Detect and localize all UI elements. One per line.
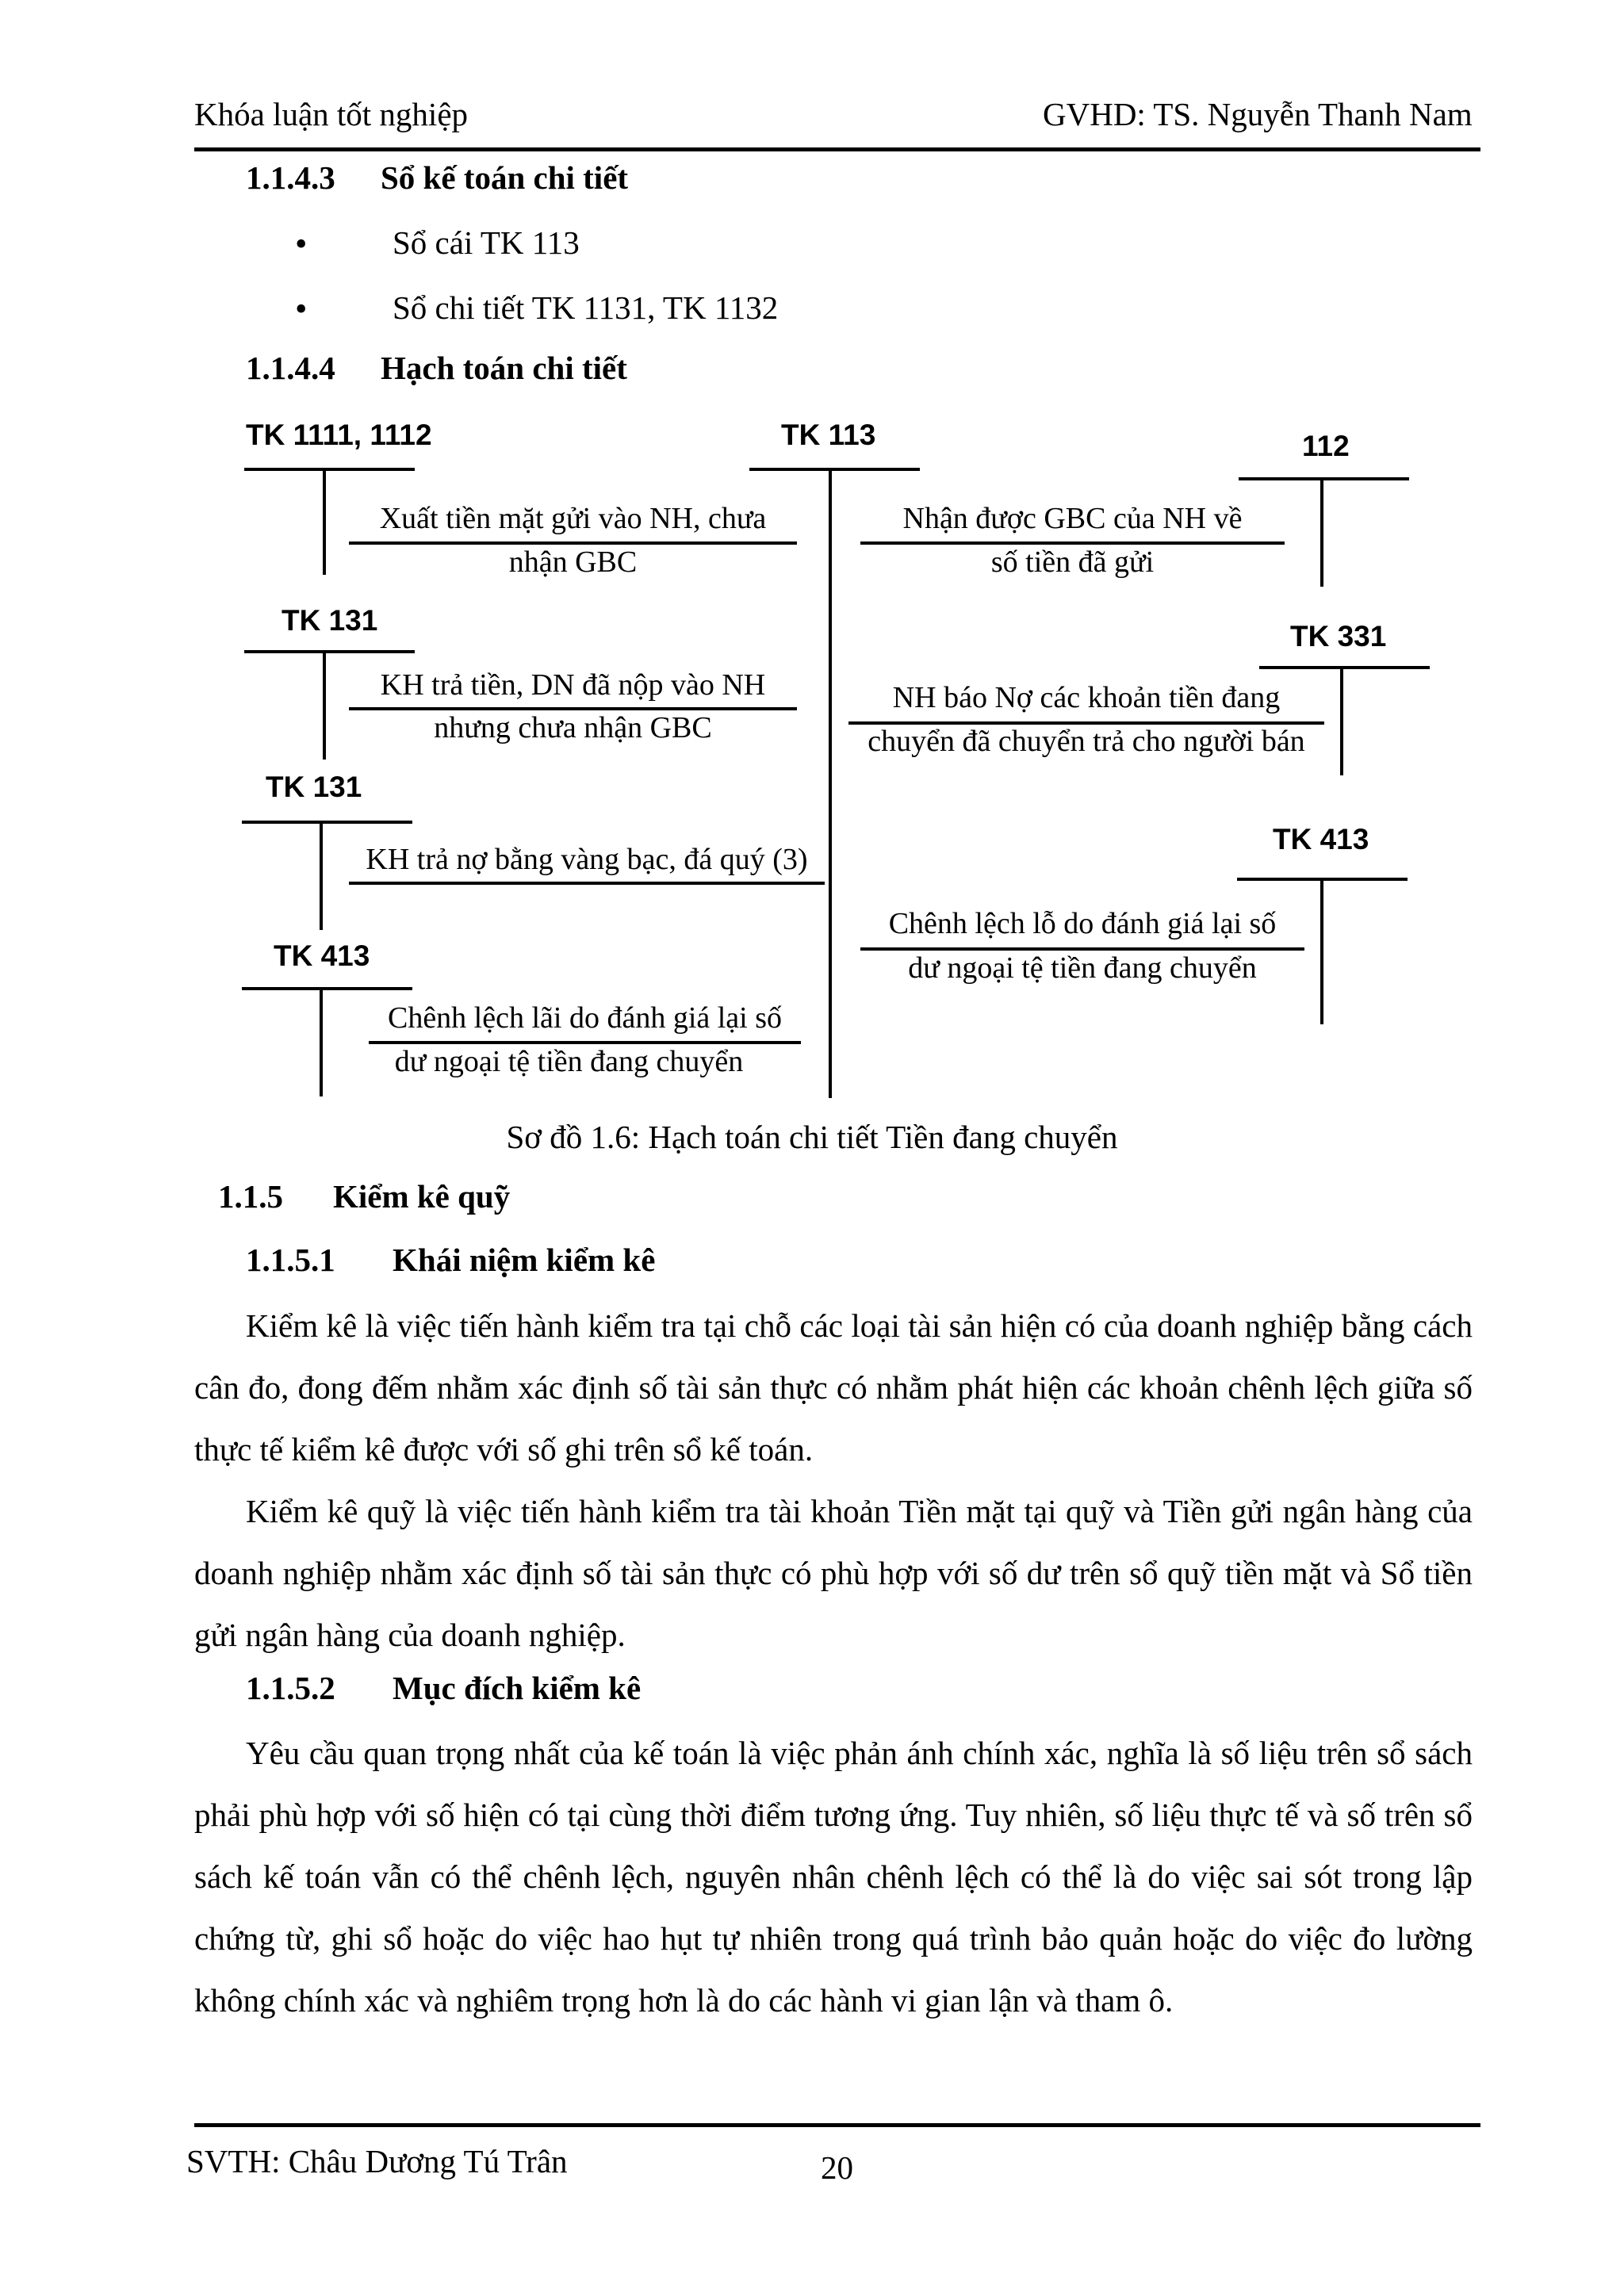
section-heading-1143 [246, 159, 628, 197]
t-account-131a-stem [323, 650, 326, 760]
account-label-tk-413-left: TK 413 [274, 939, 370, 972]
entry-text-5a: KH trả nợ bằng vàng bạc, đá quý (3) [366, 843, 808, 876]
account-label-tk-131-b: TK 131 [266, 771, 362, 803]
section-heading-115 [218, 1177, 510, 1215]
account-label-112: 112 [1302, 430, 1350, 462]
entry-text-3b: nhưng chưa nhận GBC [434, 711, 712, 744]
bullet-dot: • [295, 224, 308, 263]
entry-line-5 [349, 882, 825, 885]
entry-text-4b: chuyển đã chuyển trả cho người bán [868, 725, 1305, 758]
t-account-1111-1112-top [244, 468, 415, 471]
section-number: 1.1.4.3 [246, 159, 335, 196]
t-account-131b-stem [320, 821, 323, 930]
section-title: Mục đích kiểm kê [393, 1670, 642, 1706]
t-account-413-left-top [242, 987, 412, 990]
section-title: Khái niệm kiểm kê [393, 1242, 656, 1278]
t-account-413-right-stem [1320, 878, 1323, 1024]
account-label-tk-413-right: TK 413 [1273, 823, 1369, 855]
footer-left: SVTH: Châu Dương Tú Trân [186, 2143, 568, 2179]
bullet-item-2 [0, 289, 1624, 328]
entry-text-4a: NH báo Nợ các khoản tiền đang [892, 681, 1281, 714]
entry-text-7b: dư ngoại tệ tiền đang chuyển [394, 1045, 744, 1078]
section-heading-1151 [246, 1241, 655, 1279]
t-account-113-stem [829, 468, 832, 1098]
entry-text-2b: số tiền đã gửi [990, 545, 1155, 579]
section-number: 1.1.5 [218, 1178, 283, 1215]
bullet-item-1 [0, 224, 1624, 263]
bullet-dot: • [295, 289, 308, 328]
account-label-tk-131-a: TK 131 [282, 604, 378, 637]
t-account-331-stem [1340, 666, 1343, 775]
account-label-tk-1111-1112: TK 1111, 1112 [246, 419, 432, 451]
section-number: 1.1.4.4 [246, 350, 335, 386]
t-account-131a-top [244, 650, 415, 653]
diagram-caption: Sơ đồ 1.6: Hạch toán chi tiết Tiền đang chuyển [506, 1119, 1118, 1155]
t-account-331-top [1259, 666, 1430, 669]
entry-text-1a: Xuất tiền mặt gửi vào NH, chưa [379, 502, 767, 535]
t-account-1111-1112-stem [323, 468, 326, 575]
section-number: 1.1.5.2 [246, 1670, 335, 1706]
header-right: GVHD: TS. Nguyễn Thanh Nam [1043, 96, 1473, 132]
paragraph-block-1151 [194, 1295, 1473, 1666]
entry-text-6b: dư ngoại tệ tiền đang chuyển [908, 951, 1257, 985]
section-title: Sổ kế toán chi tiết [381, 159, 629, 196]
bullet-text: Sổ cái TK 113 [393, 224, 580, 261]
section-title: Hạch toán chi tiết [381, 350, 627, 386]
t-account-131b-top [242, 821, 412, 824]
bullet-text: Sổ chi tiết TK 1131, TK 1132 [393, 289, 779, 326]
account-label-tk-113: TK 113 [781, 419, 876, 451]
t-account-112-top [1239, 477, 1409, 480]
entry-text-3a: KH trả tiền, DN đã nộp vào NH [380, 668, 766, 702]
account-label-tk-331: TK 331 [1290, 620, 1387, 652]
section-title: Kiểm kê quỹ [333, 1178, 511, 1215]
t-account-413-left-stem [320, 987, 323, 1096]
header-left: Khóa luận tốt nghiệp [194, 96, 469, 132]
paragraph: Kiểm kê quỹ là việc tiến hành kiểm tra tài khoản Tiền mặt tại quỹ và Tiền gửi ngân hàng của doanh nghiệp nhằm xác định số tài sản thực có phù hợp với số dư trên sổ quỹ tiền mặt và Sổ tiền gửi ngân hàng của doanh nghiệp. [194, 1493, 1473, 1653]
entry-text-7a: Chênh lệch lãi do đánh giá lại số [387, 1001, 783, 1035]
section-heading-1152 [246, 1669, 641, 1707]
entry-text-2a: Nhận được GBC của NH về [902, 502, 1243, 535]
entry-text-6a: Chênh lệch lỗ do đánh giá lại số [888, 907, 1277, 940]
section-number: 1.1.5.1 [246, 1242, 335, 1278]
page-number: 20 [821, 2149, 853, 2186]
footer-rule [194, 2123, 1480, 2127]
paragraph: Kiểm kê là việc tiến hành kiểm tra tại chỗ các loại tài sản hiện có của doanh nghiệp bằng cách cân đo, đong đếm nhằm xác định số tài sản thực có nhằm phát hiện các khoản chênh lệch giữa số thực tế kiểm kê được với số ghi trên sổ kế toán. [194, 1307, 1473, 1468]
t-account-112-stem [1320, 477, 1323, 587]
paragraph-block-1152 [194, 1722, 1473, 2031]
entry-text-1b: nhận GBC [508, 545, 638, 579]
section-heading-1144 [246, 349, 627, 387]
header-rule [194, 147, 1480, 151]
paragraph: Yêu cầu quan trọng nhất của kế toán là việc phản ánh chính xác, nghĩa là số liệu trên sổ sách phải phù hợp với số hiện có tại cùng thời điểm tương ứng. Tuy nhiên, số liệu thực tế và số trên sổ sách kế toán vẫn có thể chênh lệch, nguyên nhân chênh lệch có thể là do việc sai sót trong lập chứng từ, ghi sổ hoặc do việc hao hụt tự nhiên trong quá trình bảo quản hoặc do việc đo lường không chính xác và nghiêm trọng hơn là do các hành vi gian lận và tham ô. [194, 1735, 1473, 2019]
t-account-113-top [749, 468, 920, 471]
